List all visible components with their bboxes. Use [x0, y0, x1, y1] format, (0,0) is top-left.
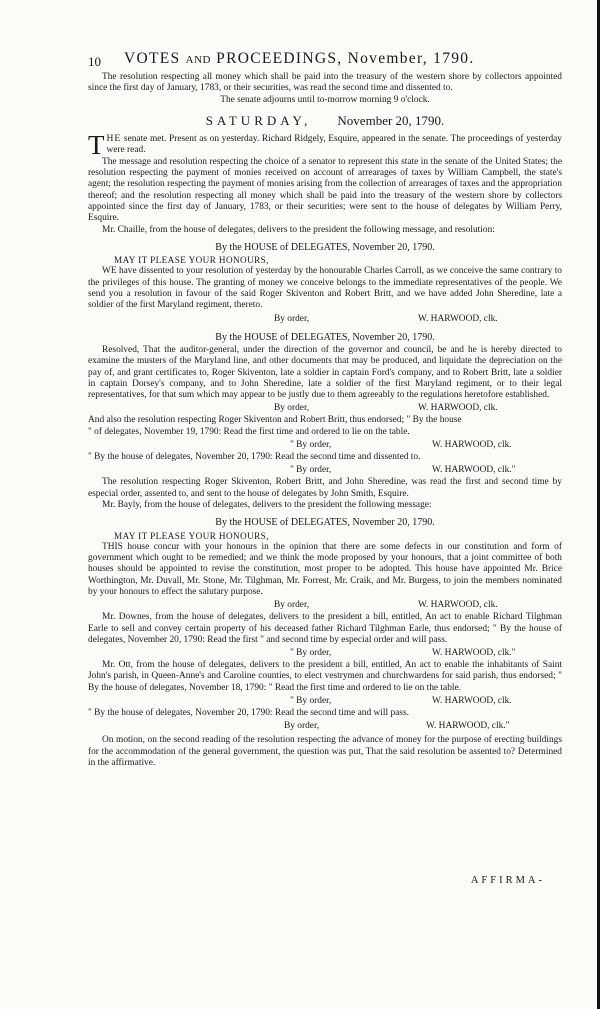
- senate-met-text: senate met. Present as on yesterday. Richard Ridgely, Esquire, appeared in the senate. The proceedings of yesterday were read.: [106, 134, 562, 156]
- by-order-label: " By order,: [290, 696, 332, 707]
- paragraph-ott: Mr. Ott, from the house of delegates, delivers to the president a bill, entitled, An act to enable the inhabitants of Saint John's parish, in Queen-Anne's and Caroline counties, to elect vestrymen and churchwardens for said parish, thus endorsed; " By the house of delegates, November 18, 1790: " Read the first time and ordered to lie on the table.: [88, 660, 562, 693]
- paragraph-downes: Mr. Downes, from the house of delegates, delivers to the president a bill, entitled, An act to enable Richard Tilghman Earle to sell and convey certain property of his deceased father Richard Tilghman Earle, thus endorsed; " By the house of delegates, November 20, 1790: Read the first " and second time by especial order and will pass.: [88, 612, 562, 645]
- paragraph-also-2: " of delegates, November 19, 1790: Read the first time and ordered to lie on the table.: [88, 426, 410, 437]
- text-column: [88, 72, 562, 769]
- signature-line-7: [88, 696, 562, 708]
- signature-line-4: [88, 465, 562, 477]
- page-header: [88, 50, 562, 70]
- clerk-signature: W. HARWOOD, clk.": [432, 648, 516, 659]
- message-heading-1: By the HOUSE of DELEGATES, November 20, 1790.: [215, 241, 435, 253]
- running-head-votes: VOTES: [124, 50, 181, 67]
- paragraph-chaille: Mr. Chaille, from the house of delegates, delivers to the president the following message, and resolution:: [102, 224, 495, 235]
- clerk-signature: W. HARWOOD, clk.: [432, 696, 512, 707]
- clerk-signature: W. HARWOOD, clk.: [418, 313, 498, 324]
- drop-cap-rest: HE: [106, 133, 122, 145]
- signature-line-6: [88, 648, 562, 660]
- clerk-signature: W. HARWOOD, clk.: [432, 440, 512, 451]
- by-order-label: " By order,: [290, 440, 332, 451]
- by-order-label: By order,: [274, 313, 310, 324]
- page-number: 10: [88, 54, 101, 69]
- clerk-signature: W. HARWOOD, clk.: [418, 403, 498, 414]
- paragraph-ott-2: " By the house of delegates, November 20, 1790: Read the second time and will pass.: [88, 708, 409, 719]
- paragraph-resolved: Resolved, That the auditor-general, under the direction of the governor and council, be and he is hereby directed to examine the musters of the Maryland line, and other documents that may be produced, and liquidate the depreciation on the pay of, and grant certificates to, Roger Skiventon, late a soldier in captain Ford's company, and to Robert Britt, late a soldier in captain Dorsey's company, and to John Sheredine, late a soldier of the first Maryland regiment, or to their legal representatives, for that sum which may appear to be justly due to them agreeably to the regulations heretofore established.: [88, 344, 562, 401]
- message-heading-3: By the HOUSE of DELEGATES, November 20, 1790.: [215, 517, 435, 529]
- paragraph-read-assented: The resolution respecting Roger Skiventon, Robert Britt, and John Sheredine, was read the first and second time by especial order, assented to, and sent to the house of delegates by John Smith, Esquire.: [88, 477, 562, 499]
- adjournment-line: The senate adjourns until to-morrow morning 9 o'clock.: [220, 94, 430, 105]
- day-heading: [88, 112, 562, 128]
- signature-line-3: [88, 440, 562, 452]
- day-heading-name: SATURDAY,: [205, 112, 312, 128]
- paragraph-carryover: The resolution respecting all money which shall be paid into the treasury of the western shore by collectors appointed since the first day of January, 1783, or their securities, was read the second time and dissented to.: [88, 72, 562, 94]
- drop-cap: T: [88, 130, 105, 161]
- running-head-and: AND: [185, 54, 211, 66]
- salutation-1: MAY IT PLEASE YOUR HONOURS,: [114, 255, 269, 266]
- clerk-signature: W. HARWOOD, clk.": [426, 721, 510, 732]
- paragraph-also-1: And also the resolution respecting Roger Skiventon and Robert Britt, thus endorsed; " By the house: [88, 415, 462, 426]
- paragraph-senate-met: [88, 130, 562, 161]
- signature-line-5: [88, 600, 562, 612]
- running-head-proceedings: PROCEEDINGS, November, 1790.: [216, 50, 475, 67]
- running-head: [124, 50, 475, 68]
- by-order-label: By order,: [284, 721, 320, 732]
- paragraph-concur: THIS house concur with your honours in the opinion that there are some defects in our constitution and form of government which ought to be remedied; and we think the mode proposed by your honours, that a joint committee of both houses should be appointed to revise the constitution, most proper to be adopted. This house have appointed Mr. Brice Worthington, Mr. Duvall, Mr. Stone, Mr. Tilghman, Mr. Forrest, Mr. Craik, and Mr. Burgess, to join the members nominated by your honours to effect the salutary purpose.: [88, 541, 562, 597]
- signature-line-1: [88, 314, 562, 326]
- by-order-label: " By order,: [290, 648, 332, 659]
- by-order-label: By order,: [274, 600, 310, 611]
- signature-line-8: [88, 721, 562, 733]
- message-heading-2: By the HOUSE of DELEGATES, November 20, 1790.: [215, 331, 435, 343]
- catchword: AFFIRMA-: [470, 875, 545, 886]
- paragraph-also-3: " By the house of delegates, November 20, 1790: Read the second time and dissented to.: [88, 452, 421, 463]
- by-order-label: By order,: [274, 403, 310, 414]
- paragraph-motion: On motion, on the second reading of the resolution respecting the advance of money for the purpose of erecting buildings for the accommodation of the general government, the question was put, That the said resolution be assented to? Determined in the affirmative.: [88, 735, 562, 768]
- clerk-signature: W. HARWOOD, clk.": [432, 465, 516, 476]
- paragraph-dissent: WE have dissented to your resolution of yesterday by the honourable Charles Carroll, as we conceive the same contrary to the privileges of this house. The granting of money we conceive belongs to the immediate representatives of the people. We send you a resolution in favour of the said Roger Skiventon and Robert Britt, and we have added John Sheredine, late a soldier of the first Maryland regiment, thereto.: [88, 266, 562, 311]
- signature-line-2: [88, 403, 562, 415]
- salutation-2: MAY IT PLEASE YOUR HONOURS,: [114, 530, 269, 541]
- paragraph-message-sent: The message and resolution respecting the choice of a senator to represent this state in the senate of the United States; the resolution respecting the payment of monies received on account of arrearages of taxes by William Campbell, the state's agent; the resolution respecting the payment of monies arising from the collection of arrearages of taxes and the appropriation thereof; and the resolution respecting all money which shall be paid into the treasury of the western shore by collectors appointed since the first day of January, 1783, or their securities; were sent to the house of delegates by William Perry, Esquire.: [88, 156, 562, 224]
- by-order-label: " By order,: [290, 465, 332, 476]
- day-heading-date: November 20, 1790.: [337, 112, 445, 128]
- clerk-signature: W. HARWOOD, clk.: [418, 600, 498, 611]
- paragraph-bayly: Mr. Bayly, from the house of delegates, delivers to the president the following message:: [102, 499, 432, 510]
